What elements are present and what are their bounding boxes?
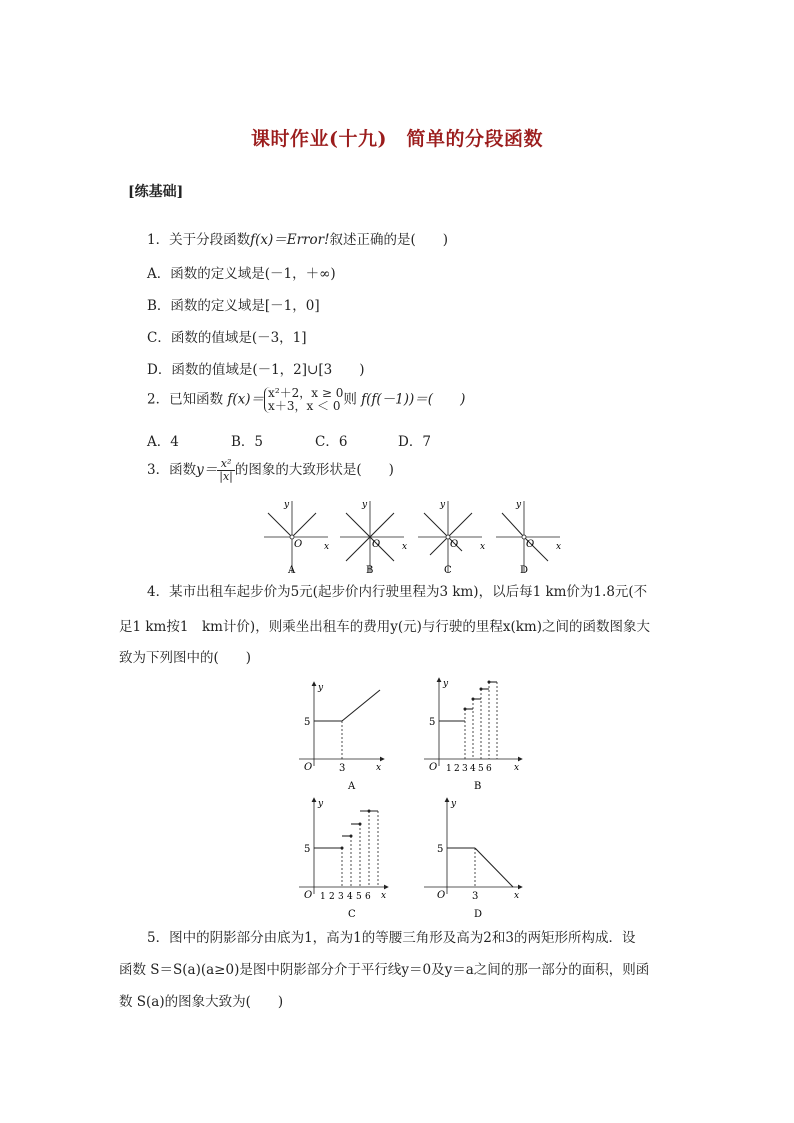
q3-prefix: 3．函数 [147, 462, 197, 478]
q4-c-xt1: 1 [320, 892, 326, 902]
q4-a-origin: O [304, 762, 313, 773]
q4-line-3: 致为下列图中的( ) [119, 650, 252, 666]
q3-a-origin: O [294, 539, 303, 550]
q3-graph-c [418, 500, 485, 576]
q4-d-xtick: 3 [472, 891, 479, 902]
q4-c-xt2: 2 [329, 892, 335, 902]
q4-c-ytick: 5 [304, 844, 311, 855]
q2-prefix: 2．已知函数 [147, 391, 224, 408]
q4-a-y: y [318, 683, 324, 693]
q4-label-d: D [474, 909, 483, 920]
q4-d-ytick: 5 [437, 844, 444, 855]
q4-c-origin: O [304, 890, 313, 901]
q4-graph-d [424, 798, 522, 920]
q3-c-y: y [440, 500, 446, 510]
q4-b-ytick: 5 [429, 717, 436, 728]
q4-a-xtick: 3 [339, 763, 346, 774]
q1-option-c: C．函数的值域是(－3，1] [147, 330, 307, 346]
q4-c-x: x [381, 891, 387, 901]
q4-line-2: 足1 km按1 km计价)，则乘坐出租车的费用y(元)与行驶的里程x(km)之间的函数图象大 [119, 619, 650, 635]
q4-c-xt4: 4 [347, 892, 353, 902]
q2-suffix: 则 [343, 391, 357, 408]
q3-suffix: 的图象的大致形状是( ) [234, 462, 394, 478]
q4-d-y: y [451, 799, 457, 809]
q3-graph-b [340, 500, 407, 576]
q4-label-a: A [348, 781, 356, 792]
page-title: 课时作业(十九) 简单的分段函数 [251, 128, 543, 150]
q4-graph-a [299, 682, 384, 792]
q4-b-x: x [514, 763, 520, 773]
q4-line-1: 4．某市出租车起步价为5元(起步价内行驶里程为3 km)，以后每1 km价为1.8元(不 [147, 584, 648, 600]
q2-option-c: C．6 [315, 434, 348, 450]
q4-label-b: B [474, 781, 482, 792]
q4-graph-b [424, 678, 522, 792]
q3-graph-d [496, 500, 561, 576]
q4-b-y: y [443, 679, 449, 689]
q1-option-d: D．函数的值域是(－1，2]∪[3 ) [147, 362, 365, 378]
q4-graph-c [299, 798, 388, 920]
q3-y: y＝ [196, 462, 218, 478]
q4-d-origin: O [437, 890, 446, 901]
section-heading: [练基础] [128, 184, 184, 200]
q3-b-y: y [362, 500, 368, 510]
q1-prefix: 1．关于分段函数 [147, 232, 251, 248]
q2-piecewise [264, 387, 343, 413]
q4-d-x: x [514, 891, 520, 901]
q2-option-b: B．5 [231, 434, 264, 450]
q2-expression: f(f(－1))＝( ) [361, 391, 466, 408]
q4-c-xt6: 6 [365, 892, 371, 902]
q1-error: Error! [286, 232, 330, 248]
q1-suffix: 叙述正确的是( ) [329, 232, 449, 248]
q4-b-xt1: 1 [446, 764, 452, 774]
q3-fraction [217, 458, 235, 483]
q4-c-xt3: 3 [338, 892, 344, 902]
q1-option-a: A．函数的定义域是(－1，＋∞) [147, 266, 336, 282]
q3-d-origin: O [526, 539, 535, 550]
question-1 [147, 230, 448, 250]
q2-option-a: A．4 [147, 434, 179, 450]
q3-label-c: C [444, 565, 452, 576]
question-2 [147, 387, 465, 413]
q5-line-1: 5．图中的阴影部分由底为1，高为1的等腰三角形及高为2和3的两矩形所构成．设 [147, 930, 636, 946]
q4-a-x: x [376, 763, 382, 773]
q3-label-d: D [520, 565, 529, 576]
q2-option-d: D．7 [398, 434, 431, 450]
q5-line-2: 函数 S＝S(a)(a≥0)是图中阴影部分介于平行线y＝0及y＝a之间的那一部分的面积，则函 [119, 962, 650, 978]
q3-denominator: |x| [219, 470, 233, 483]
q3-label-b: B [366, 565, 374, 576]
q4-c-y: y [318, 799, 324, 809]
q3-d-y: y [516, 500, 522, 510]
q1-fx: f(x)＝ [250, 232, 287, 248]
q2-case-2: x＋3，x ＜ 0 [268, 399, 341, 413]
q4-a-ytick: 5 [304, 717, 311, 728]
q4-b-xt3: 3 [462, 764, 468, 774]
q4-b-origin: O [429, 762, 438, 773]
q3-numerator: x² [217, 458, 235, 471]
q1-option-b: B．函数的定义域是[－1，0] [147, 298, 320, 314]
q4-b-xt2: 2 [454, 764, 460, 774]
q4-b-xt4: 4 [470, 764, 476, 774]
q4-label-c: C [348, 909, 356, 920]
q3-b-x: x [402, 542, 408, 552]
q3-c-origin: O [450, 539, 459, 550]
q3-graph-a [264, 500, 329, 576]
q2-case-1: x²＋2，x ≥ 0 [268, 386, 344, 400]
question-3 [147, 458, 394, 483]
q3-c-x: x [480, 542, 486, 552]
q2-fx: f(x)＝ [227, 391, 265, 408]
q3-a-y: y [284, 500, 290, 510]
q4-graphs [284, 674, 534, 924]
q3-a-x: x [324, 542, 330, 552]
q5-line-3: 数 S(a)的图象大致为( ) [119, 994, 284, 1010]
q4-b-xt6: 6 [486, 764, 492, 774]
q3-label-a: A [288, 565, 296, 576]
q3-d-x: x [556, 542, 562, 552]
q3-b-origin: O [372, 539, 381, 550]
q3-graphs [258, 495, 578, 580]
q4-b-xt5: 5 [478, 764, 484, 774]
q4-c-xt5: 5 [356, 892, 362, 902]
